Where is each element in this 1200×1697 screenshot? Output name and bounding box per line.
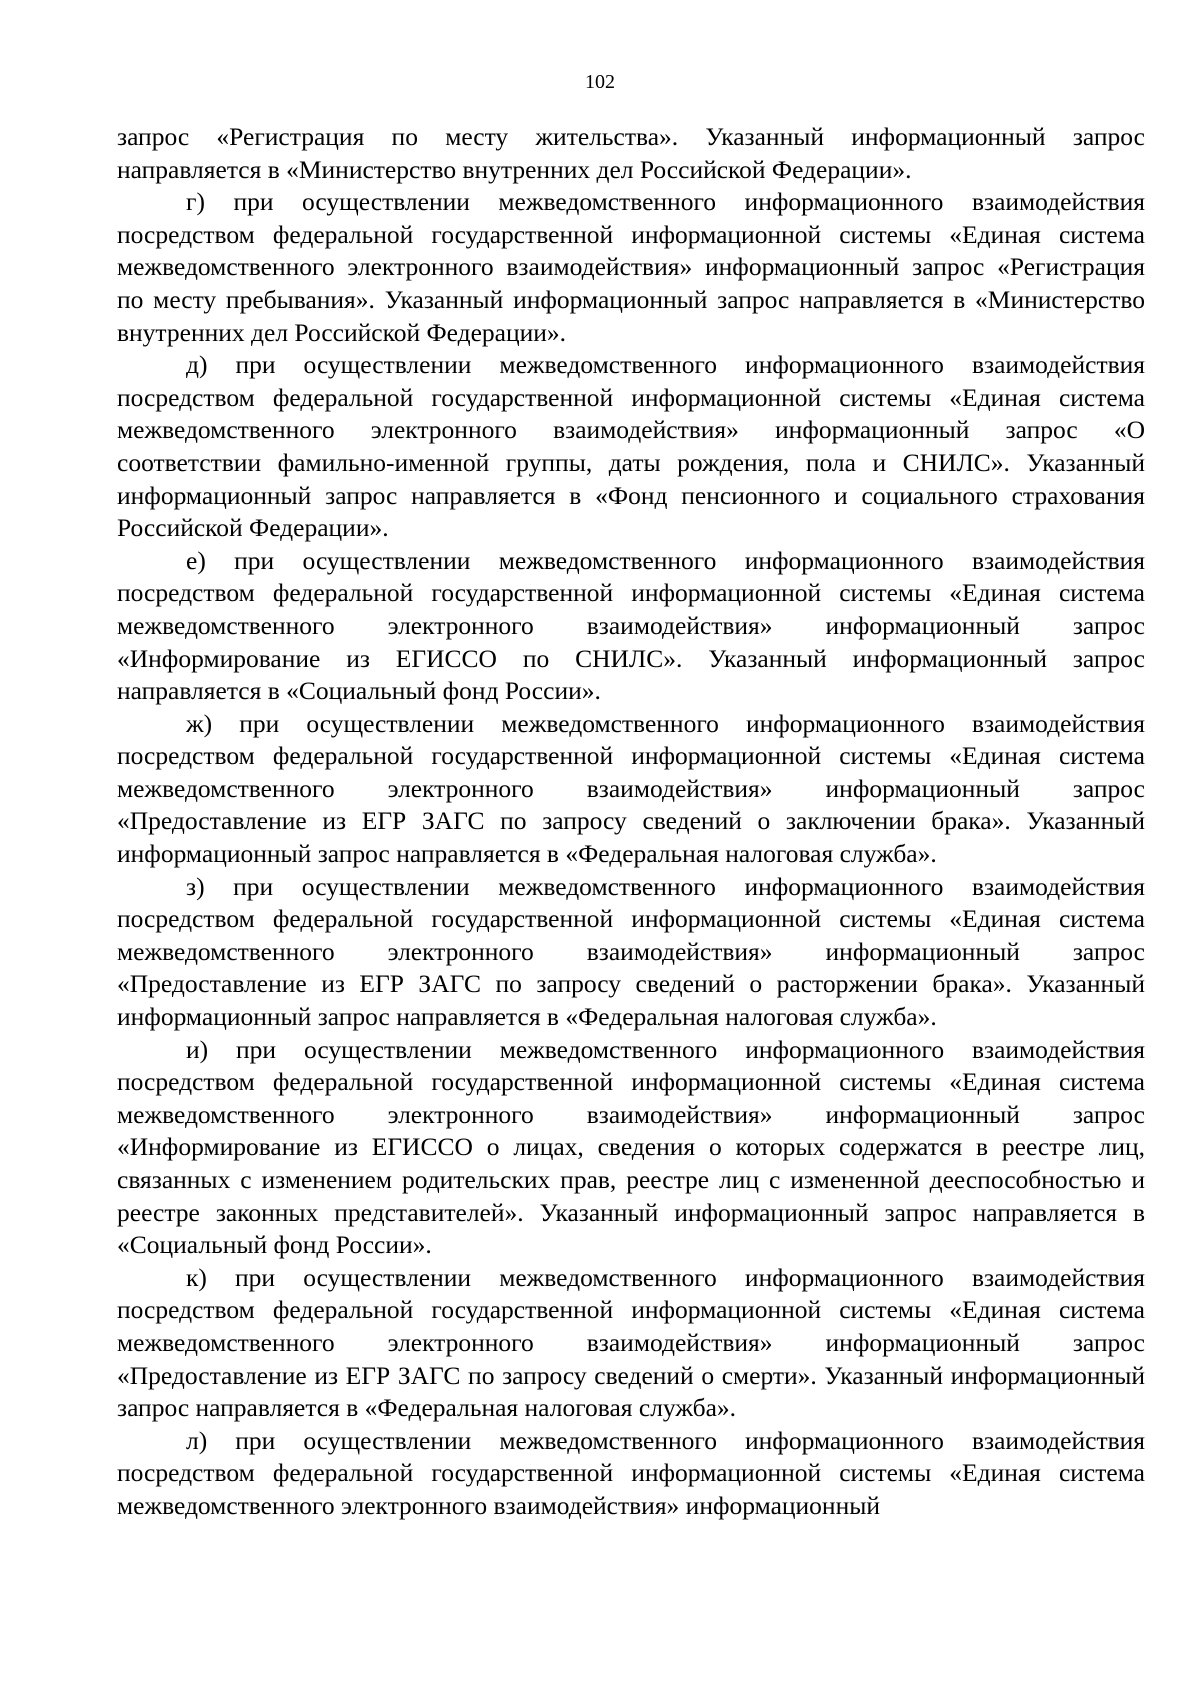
document-body: [117, 121, 1145, 1523]
paragraph-z: з) при осуществлении межведомственного информационного взаимодействия посредством федеральной государственной информационной системы «Единая система межведомственного электронного взаимодействия» информационный запрос «Предоставление из ЕГР ЗАГС по запросу сведений о расторжении брака». Указанный информационный запрос направляется в «Федеральная налоговая служба».: [117, 871, 1145, 1032]
paragraph-i: и) при осуществлении межведомственного информационного взаимодействия посредством федеральной государственной информационной системы «Единая система межведомственного электронного взаимодействия» информационный запрос «Информирование из ЕГИССО о лицах, сведения о которых содержатся в реестре лиц, связанных с изменением родительских прав, реестре лиц с измененной дееспособностью и реестре законных представителей». Указанный информационный запрос направляется в «Социальный фонд России».: [117, 1034, 1145, 1260]
paragraph-d: д) при осуществлении межведомственного информационного взаимодействия посредством федеральной государственной информационной системы «Единая система межведомственного электронного взаимодействия» информационный запрос «О соответствии фамильно-именной группы, даты рождения, пола и СНИЛС». Указанный информационный запрос направляется в «Фонд пенсионного и социального страхования Российской Федерации».: [117, 350, 1145, 543]
paragraph-zh: ж) при осуществлении межведомственного информационного взаимодействия посредством федеральной государственной информационной системы «Единая система межведомственного электронного взаимодействия» информационный запрос «Предоставление из ЕГР ЗАГС по запросу сведений о заключении брака». Указанный информационный запрос направляется в «Федеральная налоговая служба».: [117, 708, 1145, 869]
paragraph-continuation: запрос «Регистрация по месту жительства». Указанный информационный запрос направляется в «Министерство внутренних дел Российской Федерации».: [117, 122, 1145, 184]
page-number: 102: [585, 71, 615, 93]
paragraph-e: е) при осуществлении межведомственного информационного взаимодействия посредством федеральной государственной информационной системы «Единая система межведомственного электронного взаимодействия» информационный запрос «Информирование из ЕГИССО по СНИЛС». Указанный информационный запрос направляется в «Социальный фонд России».: [117, 545, 1145, 706]
paragraph-k: к) при осуществлении межведомственного информационного взаимодействия посредством федеральной государственной информационной системы «Единая система межведомственного электронного взаимодействия» информационный запрос «Предоставление из ЕГР ЗАГС по запросу сведений о смерти». Указанный информационный запрос направляется в «Федеральная налоговая служба».: [117, 1262, 1145, 1423]
paragraph-g: г) при осуществлении межведомственного информационного взаимодействия посредством федеральной государственной информационной системы «Единая система межведомственного электронного взаимодействия» информационный запрос «Регистрация по месту пребывания». Указанный информационный запрос направляется в «Министерство внутренних дел Российской Федерации».: [117, 187, 1145, 347]
paragraph-l: л) при осуществлении межведомственного информационного взаимодействия посредством федеральной государственной информационной системы «Единая система межведомственного электронного взаимодействия» информационный: [117, 1425, 1145, 1520]
